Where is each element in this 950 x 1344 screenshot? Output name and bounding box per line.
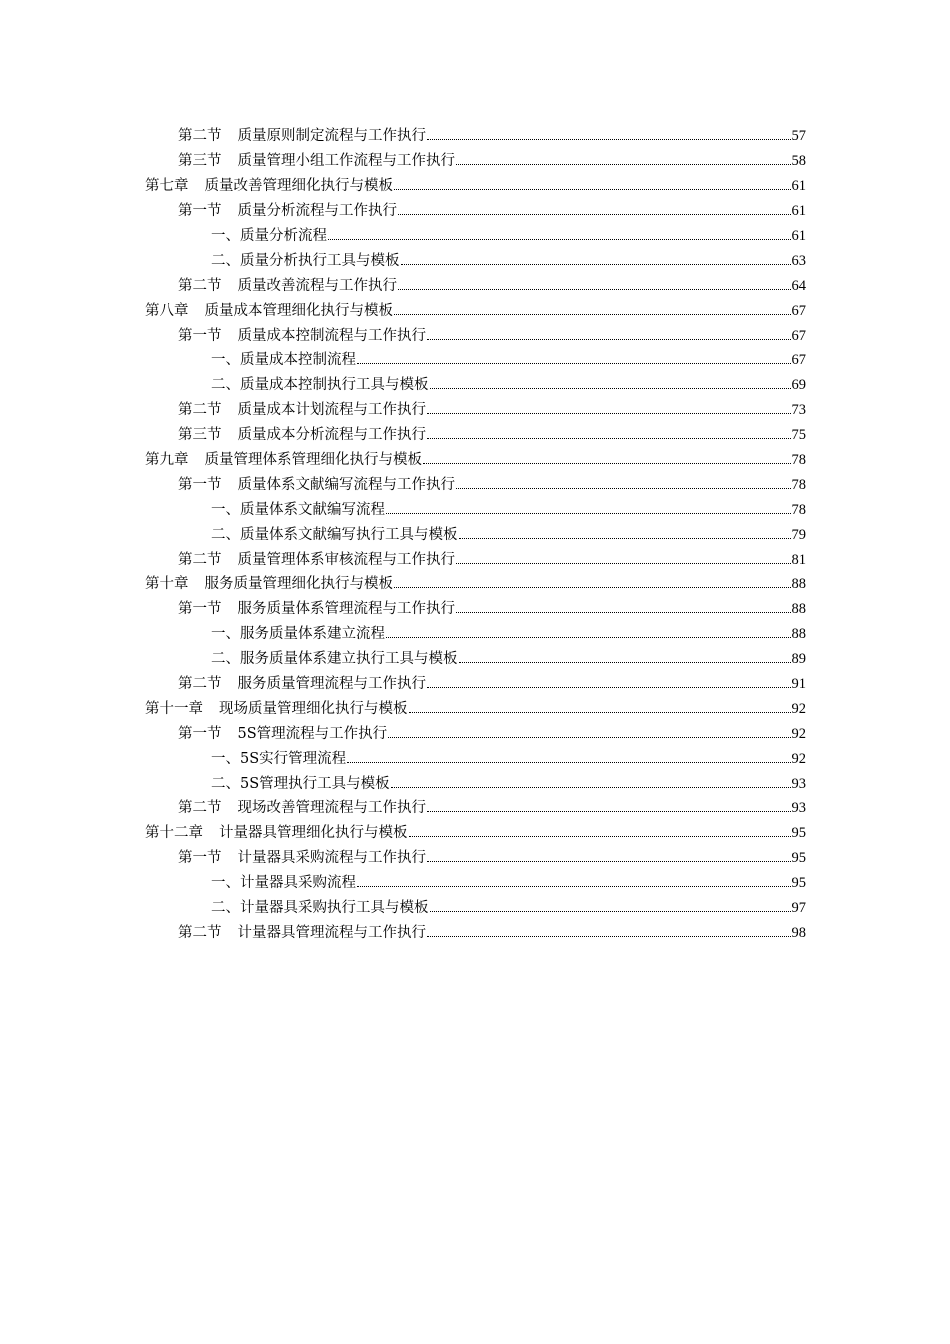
toc-dot-leader (398, 214, 791, 215)
toc-dot-leader (427, 687, 791, 688)
toc-entry-number: 第二节 (178, 551, 222, 568)
toc-entry[interactable] (0, 248, 950, 273)
toc-entry-title[interactable]: 一、质量体系文献编写流程 (211, 501, 385, 518)
toc-entry[interactable] (0, 199, 950, 224)
toc-entry-title[interactable]: 现场改善管理流程与工作执行 (237, 800, 426, 817)
toc-entry[interactable] (0, 348, 950, 373)
toc-dot-leader (401, 264, 791, 265)
toc-entry-title[interactable]: 质量成本控制流程与工作执行 (237, 327, 426, 344)
toc-entry-content[interactable] (178, 849, 806, 867)
toc-entry-content[interactable] (145, 177, 806, 195)
toc-entry[interactable] (0, 672, 950, 697)
toc-entry-content[interactable] (178, 127, 806, 145)
toc-entry-content[interactable] (178, 426, 806, 444)
toc-entry-content[interactable] (145, 575, 806, 593)
toc-entry-content[interactable] (178, 600, 806, 618)
toc-entry[interactable] (0, 124, 950, 149)
toc-page-number[interactable]: 78 (791, 452, 806, 469)
toc-entry-title[interactable]: 一、5S实行管理流程 (211, 750, 347, 767)
toc-entry[interactable] (0, 448, 950, 473)
toc-dot-leader (427, 413, 791, 414)
toc-entry-title[interactable]: 一、质量成本控制流程 (211, 352, 356, 369)
toc-entry-content[interactable] (211, 376, 806, 394)
toc-entry-number: 第九章 (145, 452, 189, 469)
toc-entry[interactable] (0, 771, 950, 796)
toc-page-number[interactable]: 88 (791, 601, 806, 618)
toc-dot-leader (394, 587, 791, 588)
toc-dot-leader (391, 787, 791, 788)
toc-page-number[interactable]: 95 (791, 850, 806, 867)
toc-entry-content[interactable] (145, 824, 806, 842)
toc-entry[interactable] (0, 149, 950, 174)
toc-entry-content[interactable] (211, 775, 806, 793)
toc-entry-title[interactable]: 二、5S管理执行工具与模板 (211, 775, 390, 792)
toc-dot-leader (394, 189, 791, 190)
toc-page-number[interactable]: 95 (791, 875, 806, 892)
toc-dot-leader (386, 513, 791, 514)
toc-entry-title[interactable]: 质量原则制定流程与工作执行 (237, 128, 426, 145)
toc-entry-number: 第二节 (178, 800, 222, 817)
toc-dot-leader (357, 886, 791, 887)
toc-page-number[interactable]: 88 (791, 576, 806, 593)
toc-dot-leader (430, 388, 791, 389)
toc-page-number[interactable]: 95 (791, 825, 806, 842)
toc-entry-content[interactable] (178, 152, 806, 170)
toc-page-number[interactable]: 67 (791, 352, 806, 369)
toc-entry-content[interactable] (211, 625, 806, 643)
toc-entry[interactable] (0, 597, 950, 622)
toc-page-number[interactable]: 92 (791, 725, 806, 742)
toc-entry[interactable] (0, 622, 950, 647)
toc-entry-number: 第三节 (178, 153, 222, 170)
toc-page-number[interactable]: 61 (791, 228, 806, 244)
toc-dot-leader (427, 339, 791, 340)
toc-entry-number: 第十章 (145, 576, 189, 593)
toc-page-number[interactable]: 81 (791, 551, 806, 568)
toc-entry-content[interactable] (178, 202, 806, 220)
toc-entry-content[interactable] (211, 874, 806, 892)
toc-dot-leader (427, 861, 791, 862)
toc-entry[interactable] (0, 298, 950, 323)
toc-dot-leader (409, 712, 791, 713)
toc-dot-leader (394, 314, 791, 315)
toc-entry-content[interactable] (211, 227, 806, 245)
toc-entry-title[interactable]: 质量改善管理细化执行与模板 (204, 178, 393, 195)
toc-entry-title[interactable]: 质量成本分析流程与工作执行 (237, 427, 426, 444)
toc-entry-title[interactable]: 质量成本管理细化执行与模板 (204, 302, 393, 319)
toc-entry[interactable] (0, 547, 950, 572)
toc-page-number[interactable]: 93 (791, 775, 806, 792)
toc-page-number[interactable]: 75 (791, 427, 806, 444)
toc-dot-leader (398, 289, 791, 290)
toc-entry[interactable] (0, 871, 950, 896)
toc-entry-number: 第一节 (178, 725, 222, 742)
toc-entry-title[interactable]: 质量改善流程与工作执行 (237, 277, 397, 294)
toc-page-number[interactable]: 67 (791, 302, 806, 319)
toc-entry[interactable] (0, 796, 950, 821)
toc-entry-title[interactable]: 一、计量器具采购流程 (211, 875, 356, 892)
toc-entry-content[interactable] (178, 799, 806, 817)
toc-dot-leader (456, 563, 791, 564)
toc-dot-leader (427, 139, 791, 140)
toc-entry-content[interactable] (211, 501, 806, 519)
toc-entry-content[interactable] (178, 476, 806, 494)
toc-entry[interactable] (0, 273, 950, 298)
toc-page-number[interactable]: 88 (791, 626, 806, 643)
toc-entry[interactable] (0, 373, 950, 398)
toc-entry-title[interactable]: 二、质量分析执行工具与模板 (211, 252, 400, 269)
toc-page-number[interactable]: 67 (791, 327, 806, 344)
toc-entry[interactable] (0, 323, 950, 348)
toc-entry-number: 第一节 (178, 203, 222, 220)
toc-entry-title[interactable]: 计量器具管理流程与工作执行 (237, 924, 426, 941)
toc-dot-leader (430, 911, 791, 912)
toc-entry[interactable] (0, 821, 950, 846)
toc-page-number[interactable]: 89 (791, 651, 806, 668)
toc-dot-leader (328, 239, 791, 240)
toc-entry-number: 第三节 (178, 427, 222, 444)
toc-entry-number: 第二节 (178, 128, 222, 145)
toc-dot-leader (357, 363, 791, 364)
toc-entry-title[interactable]: 服务质量管理流程与工作执行 (237, 676, 426, 693)
toc-entry-content[interactable] (145, 700, 806, 718)
toc-dot-leader (427, 811, 791, 812)
toc-entry-title[interactable]: 现场质量管理细化执行与模板 (219, 700, 408, 717)
toc-entry[interactable] (0, 472, 950, 497)
toc-entry[interactable] (0, 746, 950, 771)
toc-page-number[interactable]: 79 (791, 526, 806, 543)
toc-entry-number: 第八章 (145, 302, 189, 319)
toc-entry-title[interactable]: 一、质量分析流程 (211, 228, 327, 244)
toc-entry-content[interactable] (211, 899, 806, 917)
toc-entry[interactable] (0, 721, 950, 746)
toc-entry[interactable] (0, 572, 950, 597)
toc-entry-number: 第二节 (178, 924, 222, 941)
toc-entry-title[interactable]: 服务质量管理细化执行与模板 (204, 576, 393, 593)
toc-entry[interactable] (0, 174, 950, 199)
toc-entry-content[interactable] (178, 551, 806, 569)
toc-dot-leader (459, 538, 791, 539)
toc-entry-content[interactable] (145, 302, 806, 320)
toc-entry-number: 第一节 (178, 601, 222, 618)
toc-entry-title[interactable]: 计量器具采购流程与工作执行 (237, 850, 426, 867)
toc-dot-leader (409, 836, 791, 837)
toc-page-number[interactable]: 58 (791, 153, 806, 170)
toc-entry-content[interactable] (211, 351, 806, 369)
toc-dot-leader (386, 637, 791, 638)
toc-entry[interactable] (0, 423, 950, 448)
toc-entry-title[interactable]: 二、计量器具采购执行工具与模板 (211, 900, 429, 917)
toc-entry-title[interactable]: 一、服务质量体系建立流程 (211, 626, 385, 643)
toc-entry-title[interactable]: 二、质量成本控制执行工具与模板 (211, 377, 429, 394)
toc-entry-content[interactable] (211, 750, 806, 768)
toc-entry-content[interactable] (211, 650, 806, 668)
toc-page-number[interactable]: 97 (791, 900, 806, 917)
toc-entry-title[interactable]: 二、服务质量体系建立执行工具与模板 (211, 651, 458, 668)
toc-entry-title[interactable]: 质量体系文献编写流程与工作执行 (237, 476, 455, 493)
toc-dot-leader (456, 164, 791, 165)
toc-entry-number: 第二节 (178, 676, 222, 693)
toc-entry[interactable] (0, 846, 950, 871)
toc-entry-content[interactable] (178, 327, 806, 345)
toc-entry-number: 第一节 (178, 476, 222, 493)
toc-entry-title[interactable]: 质量管理小组工作流程与工作执行 (237, 153, 455, 170)
toc-entry[interactable] (0, 398, 950, 423)
toc-page-number[interactable]: 61 (791, 178, 806, 195)
toc-dot-leader (388, 737, 790, 738)
toc-dot-leader (456, 612, 791, 613)
toc-entry[interactable] (0, 921, 950, 946)
toc-page-number[interactable]: 63 (791, 252, 806, 269)
toc-page-number[interactable]: 73 (791, 402, 806, 419)
toc-dot-leader (459, 662, 791, 663)
toc-entry-number: 第二节 (178, 402, 222, 419)
toc-entry-title[interactable]: 5S管理流程与工作执行 (237, 725, 388, 742)
toc-entry-number: 第七章 (145, 178, 189, 195)
toc-entry-title[interactable]: 服务质量体系管理流程与工作执行 (237, 601, 455, 618)
toc-page-number[interactable]: 78 (791, 501, 806, 518)
toc-entry-title[interactable]: 质量分析流程与工作执行 (237, 203, 397, 220)
toc-entry-content[interactable] (211, 252, 806, 270)
toc-entry-title[interactable]: 二、质量体系文献编写执行工具与模板 (211, 526, 458, 543)
toc-entry-content[interactable] (178, 725, 806, 743)
toc-dot-leader (427, 438, 791, 439)
toc-page-number[interactable]: 92 (791, 750, 806, 767)
toc-dot-leader (427, 936, 791, 937)
toc-dot-leader (347, 762, 790, 763)
toc-entry[interactable] (0, 896, 950, 921)
toc-entry[interactable] (0, 224, 950, 249)
toc-entry-content[interactable] (178, 401, 806, 419)
table-of-contents (0, 124, 950, 945)
toc-entry-number: 第一节 (178, 327, 222, 344)
toc-entry-title[interactable]: 计量器具管理细化执行与模板 (219, 825, 408, 842)
toc-dot-leader (456, 488, 791, 489)
toc-entry-title[interactable]: 质量管理体系管理细化执行与模板 (204, 452, 422, 469)
toc-page-number[interactable]: 98 (791, 924, 806, 941)
toc-entry-title[interactable]: 质量管理体系审核流程与工作执行 (237, 551, 455, 568)
toc-page-number[interactable]: 61 (791, 203, 806, 220)
toc-entry[interactable] (0, 522, 950, 547)
toc-entry-content[interactable] (211, 526, 806, 544)
toc-page-number[interactable]: 64 (791, 277, 806, 294)
toc-entry-title[interactable]: 质量成本计划流程与工作执行 (237, 402, 426, 419)
toc-entry-content[interactable] (178, 924, 806, 942)
toc-page-number[interactable]: 93 (791, 800, 806, 817)
toc-entry-content[interactable] (178, 277, 806, 295)
toc-entry[interactable] (0, 497, 950, 522)
toc-entry[interactable] (0, 647, 950, 672)
toc-entry-content[interactable] (145, 451, 806, 469)
toc-dot-leader (423, 463, 791, 464)
toc-page-number[interactable]: 69 (791, 377, 806, 394)
toc-entry-number: 第二节 (178, 277, 222, 294)
toc-page-number[interactable]: 57 (791, 128, 806, 145)
toc-page-number[interactable]: 78 (791, 476, 806, 493)
toc-entry-number: 第十二章 (145, 825, 203, 842)
toc-page-number[interactable]: 92 (791, 700, 806, 717)
toc-page-number[interactable]: 91 (791, 676, 806, 693)
toc-entry-content[interactable] (178, 675, 806, 693)
toc-entry-number: 第十一章 (145, 700, 203, 717)
toc-entry-number: 第一节 (178, 850, 222, 867)
toc-entry[interactable] (0, 696, 950, 721)
